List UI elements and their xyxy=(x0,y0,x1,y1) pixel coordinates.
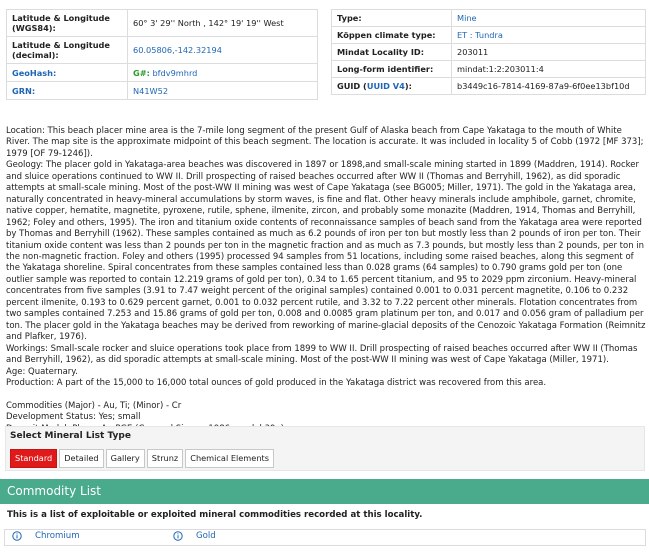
mineral-list-type-buttons xyxy=(10,449,274,468)
gold-link[interactable]: Gold xyxy=(196,531,216,541)
strunz-button[interactable]: Strunz xyxy=(147,449,183,468)
locality-info-table-left xyxy=(6,9,318,100)
commodity-list-header xyxy=(0,479,649,504)
chromium-link[interactable]: Chromium xyxy=(35,531,80,541)
uuid-link[interactable]: UUID V4 xyxy=(366,81,405,91)
long-form-key: Long-form identifier: xyxy=(332,61,452,78)
grn-key-link[interactable]: GRN: xyxy=(12,85,36,96)
location-text: Location: This beach placer mine area is the 7-mile long segment of the present Gulf of Alaska beach from Cape Yakataga to the mouth of White River. The map site is the approximate midpoint of this beach segment. The location is accurate. It was included in locality 5 of Cobb (1972 [MF 373]; 1979 [OF 79-1246]). xyxy=(6,126,644,159)
mineral-list-type-panel xyxy=(5,426,645,471)
age-text: Age: Quaternary. xyxy=(6,366,78,377)
decimal-coords-link[interactable]: 60.05806,-142.32194 xyxy=(133,45,222,55)
type-link[interactable]: Mine xyxy=(457,13,477,23)
info-icon[interactable] xyxy=(173,531,183,541)
koppen-link[interactable]: ET : Tundra xyxy=(457,30,503,40)
production-text: Production: A part of the 15,000 to 16,000 total ounces of gold produced in the Yakataga district was recovered from this area. xyxy=(6,377,547,388)
standard-button[interactable]: Standard xyxy=(10,449,57,468)
gallery-button[interactable]: Gallery xyxy=(106,449,145,468)
commodity-item-gold[interactable] xyxy=(173,531,216,541)
decimal-coords-key: Latitude & Longitude (decimal): xyxy=(7,37,128,64)
commodity-item-chromium[interactable] xyxy=(12,531,80,541)
grn-link[interactable]: N41W52 xyxy=(133,85,169,96)
guid-key-suffix: ): xyxy=(404,81,412,91)
wgs84-value: 60° 3' 29'' North , 142° 19' 19'' West xyxy=(128,10,318,37)
mineral-list-type-title: Select Mineral List Type xyxy=(10,431,131,441)
commodity-list-title: Commodity List xyxy=(7,484,101,498)
workings-text: Workings: Small-scale rocker and sluice operations took place from 1899 to WW II. Drill prospecting of raised beaches occurred after WW II (Thomas and Berryhill, 1962), as did sporadic attempts at small-scale mining. Most of the post-WW II mining was west of Cape Yakataga (Miller, 1971). xyxy=(6,343,638,366)
type-key: Type: xyxy=(332,10,452,27)
guid-key xyxy=(332,78,452,95)
wgs84-key: Latitude & Longitude (WGS84): xyxy=(7,10,128,37)
guid-key-prefix: GUID ( xyxy=(337,81,367,91)
geology-text: Geology: The placer gold in Yakataga-area beaches was discovered in 1897 or 1898,and small-scale mining started in 1899 (Maddren, 1914). Rocker and sluice operations continued to WW II. Drill prospecting of raised beaches occurred after WW II (Thomas and Berryhill, 1962), as did sporadic attempts at small-scale mining. Most of the post-WW II mining was west of Cape Yakataga (see BG005; Miller, 1971). The gold in the Yakataga area, naturally concentrated in heavy-mineral accumulations by storm waves, is fine and flat. Other heavy minerals include amphibole, garnet, chromite, native copper, hematite, magnetite, pyroxene, rutile, sphene, ilmenite, zircon, and probably some monazite (Maddren, 1914, Thomas and Berryhill, 1962; Foley and others, 1995). The iron and titanium oxide contents of reconnaissance samples of beach sand from the Yakataga area were reported by Thomas and Berryhill (1962). These samples contained as much as 6.2 pounds of iron per ton but mostly less than 2 pounds of iron per ton. Their titanium oxide content was less than 2 pounds per ton in the magnetic fraction and as much as 7.3 pounds, but mostly less than 2 pounds, per ton in the non-magnetic fraction. Foley and others (1995) processed 94 samples from 51 locations, including some raised beaches, along this segment of the Yakataga shoreline. Spiral concentrates from these samples contained less than 0.028 grams (64 samples) to 0.790 grams gold per ton (one outlier sample was reported to contain 12.219 grams of gold per ton), 0.34 to 1.65 percent titanium, and 95 to 2029 ppm zirconium. Heavy-mineral concentrates from five samples (3.91 to 7.47 weight percent of the original samples) contained 0.001 to 0.031 percent magnetite, 0.106 to 0.232 percent ilmenite, 0.193 to 0.629 percent garnet, 0.001 to 0.032 percent rutile, and 3.32 to 7.22 percent other minerals. Flotation concentrates from two samples contained 7.253 and 15.86 grams of gold per ton, 0.008 and 0.0085 gram platinum per ton, and 0.017 and 0.056 gram of palladium per ton. The placer gold in the Yakataga beaches may be derived from reworking of marine-glacial deposits of the Cenozoic Yakataga Formation (Reimnitz and Plafker, 1976). xyxy=(6,160,646,343)
spacer xyxy=(6,389,646,400)
commodity-list-description: This is a list of exploitable or exploited mineral commodities recorded at this locality. xyxy=(7,510,423,520)
geohash-link[interactable]: bfdv9mhrd xyxy=(152,67,198,78)
long-form-value: mindat:1:2:203011:4 xyxy=(452,61,646,78)
locality-info-table-right xyxy=(331,9,646,95)
geohash-key-link[interactable]: GeoHash: xyxy=(12,67,57,78)
guid-value: b3449c16-7814-4169-87a9-6f0ee13bf10d xyxy=(452,78,646,95)
commodity-list-row xyxy=(4,529,646,546)
locality-id-value: 203011 xyxy=(452,44,646,61)
koppen-key: Köppen climate type: xyxy=(332,27,452,44)
locality-id-key: Mindat Locality ID: xyxy=(332,44,452,61)
locality-description xyxy=(6,126,646,435)
info-icon[interactable] xyxy=(12,531,22,541)
geohash-prefix: G#: xyxy=(133,67,150,78)
development-status-text: Development Status: Yes; small xyxy=(6,412,141,423)
commodities-text: Commodities (Major) - Au, Ti; (Minor) - Cr xyxy=(6,400,182,411)
detailed-button[interactable]: Detailed xyxy=(59,449,103,468)
chemical-elements-button[interactable]: Chemical Elements xyxy=(185,449,274,468)
